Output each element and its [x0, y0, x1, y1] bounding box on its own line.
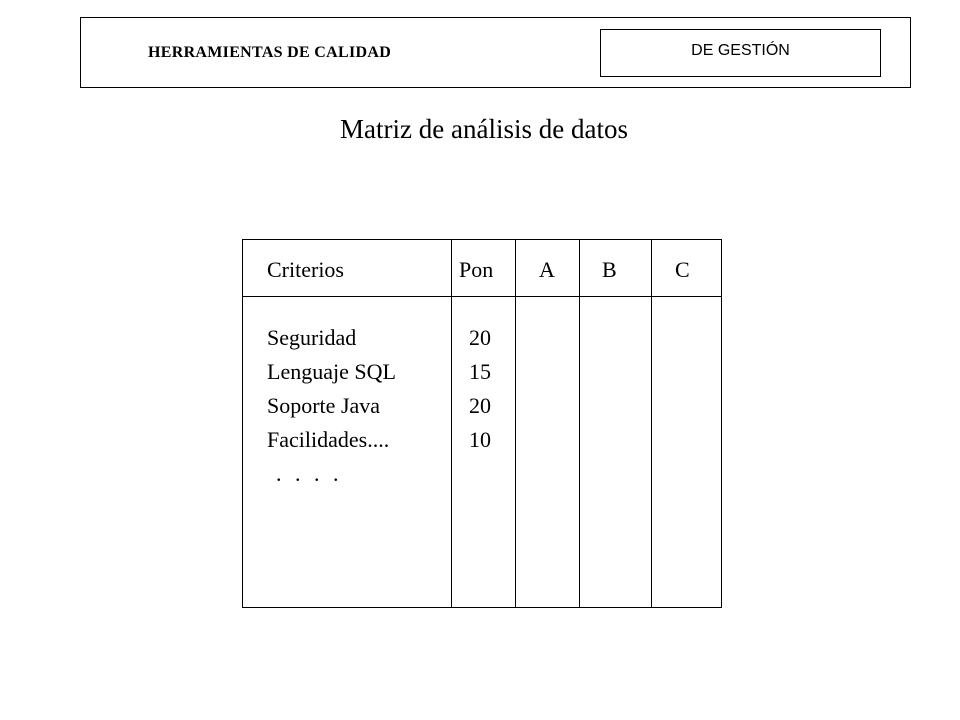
criterion-cell: Soporte Java [267, 393, 381, 418]
header-divider [243, 296, 721, 297]
weight-cell: 10 [469, 427, 491, 452]
more-criteria-ellipsis: . . . . [276, 461, 343, 486]
column-divider-a [515, 240, 516, 607]
header-tag-box [600, 29, 881, 77]
criteria-list [267, 321, 396, 457]
data-analysis-matrix [242, 239, 722, 608]
column-header-a: A [539, 257, 555, 282]
page-title: Matriz de análisis de datos [340, 114, 628, 144]
column-divider-b [579, 240, 580, 607]
header-box [80, 17, 911, 88]
column-header-weight: Pon [459, 257, 494, 282]
criterion-cell: Facilidades.... [267, 427, 390, 452]
column-divider-weight [451, 240, 452, 607]
column-header-criteria: Criterios [267, 257, 344, 282]
weight-cell: 15 [469, 359, 491, 384]
weight-list [469, 321, 491, 457]
column-header-c: C [675, 257, 690, 282]
header-title: HERRAMIENTAS DE CALIDAD [148, 44, 392, 61]
column-divider-c [651, 240, 652, 607]
criterion-cell: Lenguaje SQL [267, 359, 396, 384]
header-tag-label: DE GESTIÓN [691, 42, 790, 59]
column-header-b: B [602, 257, 617, 282]
weight-cell: 20 [469, 325, 491, 350]
weight-cell: 20 [469, 393, 491, 418]
criterion-cell: Seguridad [267, 325, 357, 350]
